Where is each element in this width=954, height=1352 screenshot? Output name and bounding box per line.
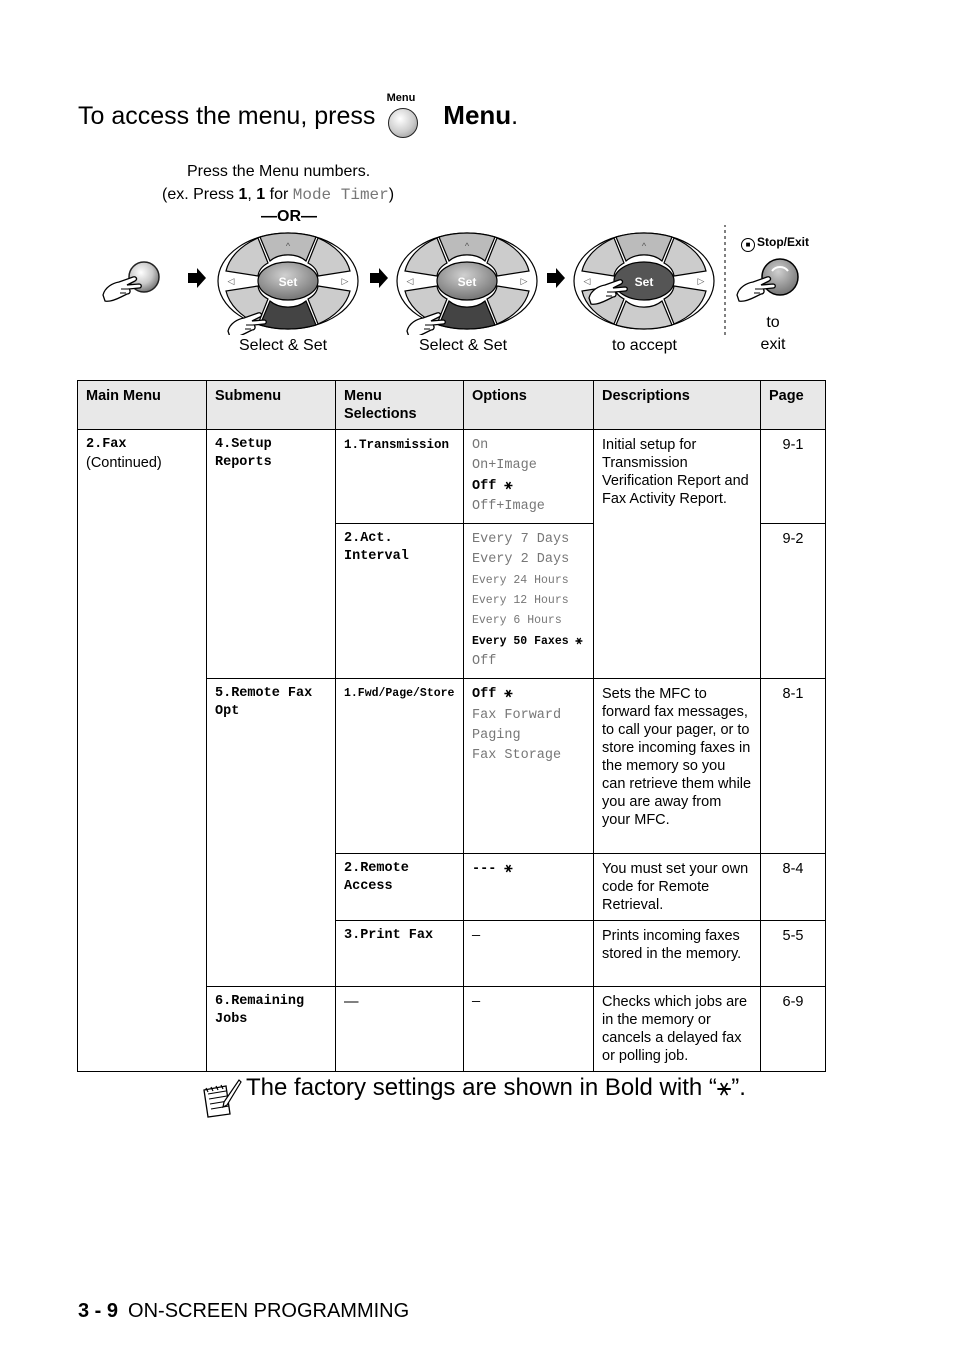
svg-text:▷: ▷ (520, 276, 528, 286)
factory-settings-note: The factory settings are shown in Bold with “⚹”. (246, 1074, 746, 1101)
submenu-label: 5.Remote Fax Opt (215, 686, 313, 720)
example-text (162, 186, 394, 204)
selection-label: 1.Transmission (344, 438, 450, 452)
option-item: Every 6 Hours (472, 614, 562, 628)
example-prefix: (ex. Press (162, 186, 239, 203)
option-item: — (472, 929, 481, 945)
stop-icon: ■ (741, 238, 755, 252)
main-menu-note: (Continued) (86, 455, 162, 471)
svg-text:◁: ◁ (406, 276, 414, 286)
page-number: 3 - 9 (78, 1300, 119, 1322)
table-row (78, 430, 826, 524)
selection-label: — (344, 994, 359, 1011)
selection-cell (336, 921, 464, 987)
option-item: Paging (472, 727, 521, 743)
submenu-cell (207, 430, 336, 679)
page-cell: 9-1 (761, 430, 826, 524)
selection-cell (336, 679, 464, 854)
option-item-default: Every 50 Faxes ⚹ (472, 634, 583, 648)
options-cell (464, 921, 594, 987)
title-menu-word: Menu (443, 100, 512, 130)
page-title (78, 100, 518, 131)
svg-text:◁: ◁ (227, 276, 235, 286)
options-cell (464, 524, 594, 679)
options-cell (464, 854, 594, 921)
option-item: Every 12 Hours (472, 594, 569, 608)
option-item: On+Image (472, 458, 537, 474)
header-descriptions: Descriptions (594, 381, 761, 430)
header-options: Options (464, 381, 594, 430)
option-item: — (472, 995, 481, 1011)
selection-label: 2.Act. Interval (344, 531, 409, 565)
submenu-cell (207, 679, 336, 987)
svg-text:^: ^ (641, 241, 647, 251)
option-item: On (472, 438, 489, 453)
selection-label: 2.Remote Access (344, 861, 409, 895)
menu-table (77, 380, 826, 1072)
page-cell: 8-4 (761, 854, 826, 921)
svg-text:Set: Set (278, 275, 298, 289)
selection-label: 1.Fwd/Page/Store (344, 687, 455, 701)
selection-cell (336, 430, 464, 524)
selection-cell (336, 987, 464, 1072)
options-cell (464, 987, 594, 1072)
svg-text:^: ^ (285, 241, 291, 251)
stop-exit-text: Stop/Exit (757, 235, 810, 249)
header-main-menu: Main Menu (78, 381, 207, 430)
submenu-cell (207, 987, 336, 1072)
section-title: ON-SCREEN PROGRAMMING (128, 1300, 410, 1322)
menu-key-icon (388, 108, 418, 138)
caption-to-exit (752, 314, 794, 354)
option-item-default: --- ⚹ (472, 862, 513, 878)
example-sep: , (247, 186, 257, 203)
nav-pad-3 (574, 233, 714, 329)
menu-button-illustration (103, 262, 159, 301)
option-item-default: Off ⚹ (472, 687, 513, 703)
note-pad-icon (202, 1078, 242, 1118)
description-cell: You must set your own code for Remote Retrieval. (594, 854, 761, 921)
description-cell: Sets the MFC to forward fax messages, to call your pager, or to store incoming faxes in the memory so you can retrieve them while you are away from your MFC. (594, 679, 761, 854)
title-prefix: To access the menu, press (78, 102, 376, 130)
caption-select-set-1: Select & Set (239, 337, 328, 354)
caption-exit: exit (760, 336, 786, 353)
option-item: Fax Forward (472, 707, 562, 723)
stop-exit-button-illustration (737, 259, 798, 301)
example-key-1: 1 (238, 186, 248, 203)
example-close: ) (388, 186, 395, 203)
submenu-label: 4.Setup Reports (215, 437, 272, 470)
description-cell: Initial setup for Transmission Verification Report and Fax Activity Report. (594, 430, 761, 679)
description-cell: Checks which jobs are in the memory or cancels a delayed fax or polling job. (594, 987, 761, 1072)
option-item: Off (472, 653, 497, 669)
table-header-row (78, 381, 826, 430)
svg-text:◁: ◁ (583, 276, 591, 286)
svg-text:▷: ▷ (341, 276, 349, 286)
nav-pad-2 (397, 233, 537, 335)
arrow-icon (547, 268, 565, 288)
arrow-icon (188, 268, 206, 288)
arrow-icon (370, 268, 388, 288)
press-numbers-text: Press the Menu numbers. (187, 163, 371, 180)
selection-cell (336, 524, 464, 679)
menu-key-illustration (384, 92, 424, 146)
option-item: Every 7 Days (472, 532, 570, 548)
caption-to-accept: to accept (612, 337, 677, 354)
page-cell: 6-9 (761, 987, 826, 1072)
title-suffix: . (511, 102, 519, 130)
or-text: —OR— (261, 208, 317, 225)
header-menu-selections: Menu Selections (336, 381, 464, 430)
svg-text:^: ^ (464, 241, 470, 251)
svg-text:Set: Set (457, 275, 477, 289)
option-item: Fax Storage (472, 748, 562, 764)
caption-to: to (766, 314, 780, 331)
header-page: Page (761, 381, 826, 430)
option-item-default: Off ⚹ (472, 478, 513, 494)
selection-cell (336, 854, 464, 921)
caption-select-set-2: Select & Set (419, 337, 508, 354)
header-submenu: Submenu (207, 381, 336, 430)
main-menu-code: 2.Fax (86, 437, 127, 452)
option-item: Every 2 Days (472, 552, 570, 568)
keypad-diagram (95, 225, 835, 335)
svg-text:▷: ▷ (697, 276, 705, 286)
page-cell: 9-2 (761, 524, 826, 679)
option-item: Every 24 Hours (472, 573, 569, 587)
option-item: Off+Image (472, 498, 545, 514)
options-cell (464, 679, 594, 854)
options-cell (464, 430, 594, 524)
svg-text:Set: Set (634, 275, 654, 289)
selection-label: 3.Print Fax (344, 928, 434, 944)
main-menu-cell (78, 430, 207, 1072)
nav-pad-1 (218, 233, 358, 335)
stop-exit-label (741, 235, 809, 252)
page-cell: 8-1 (761, 679, 826, 854)
example-menu-item: Mode Timer (292, 186, 389, 204)
example-key-2: 1 (256, 186, 266, 203)
submenu-label: 6.Remaining Jobs (215, 994, 305, 1028)
page-footer (78, 1300, 409, 1323)
example-for: for (265, 186, 293, 203)
menu-key-label: Menu (386, 92, 416, 104)
page-cell: 5-5 (761, 921, 826, 987)
description-cell: Prints incoming faxes stored in the memory. (594, 921, 761, 987)
